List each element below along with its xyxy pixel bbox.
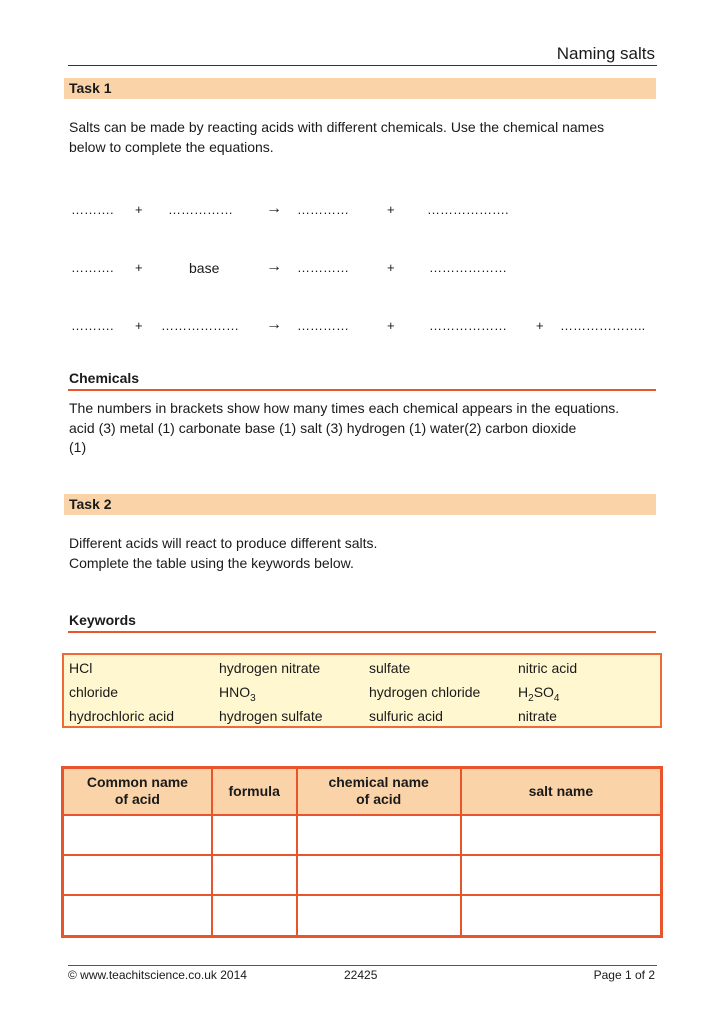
formula-subscript: 2	[528, 692, 534, 704]
chemicals-text	[69, 399, 659, 458]
table-row	[63, 855, 662, 895]
table-header-row	[63, 768, 662, 815]
header-line: chemical name	[328, 774, 429, 791]
formula-text: HNO	[219, 684, 251, 700]
footer-code: 22425	[344, 968, 378, 982]
footer-copyright: © www.teachitscience.co.uk 2014	[68, 968, 247, 982]
eq2-base: base	[189, 260, 220, 276]
eq1-plus2: +	[387, 202, 395, 217]
header-formula: formula	[212, 768, 297, 815]
eq1-blank-b[interactable]: ……………	[168, 202, 233, 217]
keyword: sulfate	[369, 660, 411, 676]
formula-subscript: 3	[250, 692, 256, 704]
eq1-plus: +	[135, 202, 143, 217]
keywords-rule	[68, 631, 656, 633]
formula-subscript: 4	[553, 692, 560, 704]
footer-rule	[68, 965, 657, 966]
formula-text: H	[518, 684, 529, 700]
keyword: hydrogen sulfate	[219, 708, 323, 724]
eq3-plus: +	[135, 318, 143, 333]
header-common-name	[63, 768, 212, 815]
header-line: Common name	[86, 774, 188, 791]
table-cell[interactable]	[63, 815, 212, 855]
chemicals-rule	[68, 389, 656, 391]
eq2-arrow-icon: →	[266, 258, 282, 275]
header-salt-name: salt name	[461, 768, 662, 815]
eq1-arrow-icon: →	[266, 200, 282, 217]
task2-line1: Different acids will react to produce different salts.	[69, 535, 378, 551]
table-row	[63, 815, 662, 855]
eq2-blank-a[interactable]: ……….	[71, 260, 114, 275]
eq3-blank-c[interactable]: …………	[297, 318, 349, 333]
table-cell[interactable]	[461, 895, 662, 936]
table-row	[63, 895, 662, 936]
eq2-blank-d[interactable]: ………………	[429, 260, 507, 275]
eq3-blank-e[interactable]: ………………..	[560, 318, 646, 333]
keyword: chloride	[69, 684, 119, 700]
task1-heading: Task 1	[64, 78, 656, 99]
task1-intro-line1: Salts can be made by reacting acids with different chemicals. Use the chemical names	[69, 119, 605, 135]
keyword: HCl	[69, 660, 93, 676]
page-title: Naming salts	[556, 44, 655, 63]
keyword: nitric acid	[518, 660, 578, 676]
eq1-blank-d[interactable]: ……………….	[427, 202, 509, 217]
table-cell[interactable]	[212, 855, 297, 895]
eq2-blank-c[interactable]: …………	[297, 260, 349, 275]
keyword: sulfuric acid	[369, 708, 443, 724]
keywords-heading: Keywords	[69, 612, 136, 628]
eq1-blank-c[interactable]: …………	[297, 202, 349, 217]
table-cell[interactable]	[461, 855, 662, 895]
formula-text: SO	[533, 684, 554, 700]
eq3-blank-b[interactable]: ………………	[161, 318, 239, 333]
keyword: nitrate	[518, 708, 557, 724]
header-rule	[68, 65, 657, 66]
chemicals-line3: (1)	[69, 439, 87, 455]
task2-heading: Task 2	[64, 494, 656, 515]
eq3-plus3: +	[536, 318, 544, 333]
salt-table	[61, 766, 663, 938]
header-line: of acid	[114, 791, 160, 808]
eq3-blank-a[interactable]: ……….	[71, 318, 114, 333]
table-cell[interactable]	[63, 895, 212, 936]
keyword-formula-h2so4	[518, 684, 559, 704]
eq3-arrow-icon: →	[266, 316, 282, 333]
keyword: hydrogen nitrate	[219, 660, 321, 676]
header-line: of acid	[356, 791, 402, 808]
keyword: hydrogen chloride	[369, 684, 481, 700]
table-cell[interactable]	[297, 855, 461, 895]
task1-intro-line2: below to complete the equations.	[69, 138, 274, 155]
eq3-blank-d[interactable]: ………………	[429, 318, 507, 333]
table-cell[interactable]	[297, 815, 461, 855]
task2-line2: Complete the table using the keywords below.	[69, 554, 354, 571]
footer-page-number: Page 1 of 2	[593, 968, 655, 982]
keyword: hydrochloric acid	[69, 708, 175, 724]
task2-intro	[69, 534, 659, 573]
table-cell[interactable]	[461, 815, 662, 855]
header-chemical-name	[297, 768, 461, 815]
eq2-plus2: +	[387, 260, 395, 275]
chemicals-heading: Chemicals	[69, 370, 140, 386]
eq2-plus: +	[135, 260, 143, 275]
table-cell[interactable]	[297, 895, 461, 936]
chemicals-line2: acid (3) metal (1) carbonate base (1) salt (3) hydrogen (1) water(2) carbon dioxide	[69, 419, 577, 436]
keywords-box	[62, 653, 662, 728]
keyword-formula-hno3	[219, 684, 256, 704]
chemicals-line1: The numbers in brackets show how many times each chemical appears in the equations.	[69, 400, 620, 416]
task1-intro	[69, 118, 659, 157]
table-cell[interactable]	[212, 815, 297, 855]
eq1-blank-a[interactable]: ……….	[71, 202, 114, 217]
table-cell[interactable]	[63, 855, 212, 895]
eq3-plus2: +	[387, 318, 395, 333]
table-cell[interactable]	[212, 895, 297, 936]
